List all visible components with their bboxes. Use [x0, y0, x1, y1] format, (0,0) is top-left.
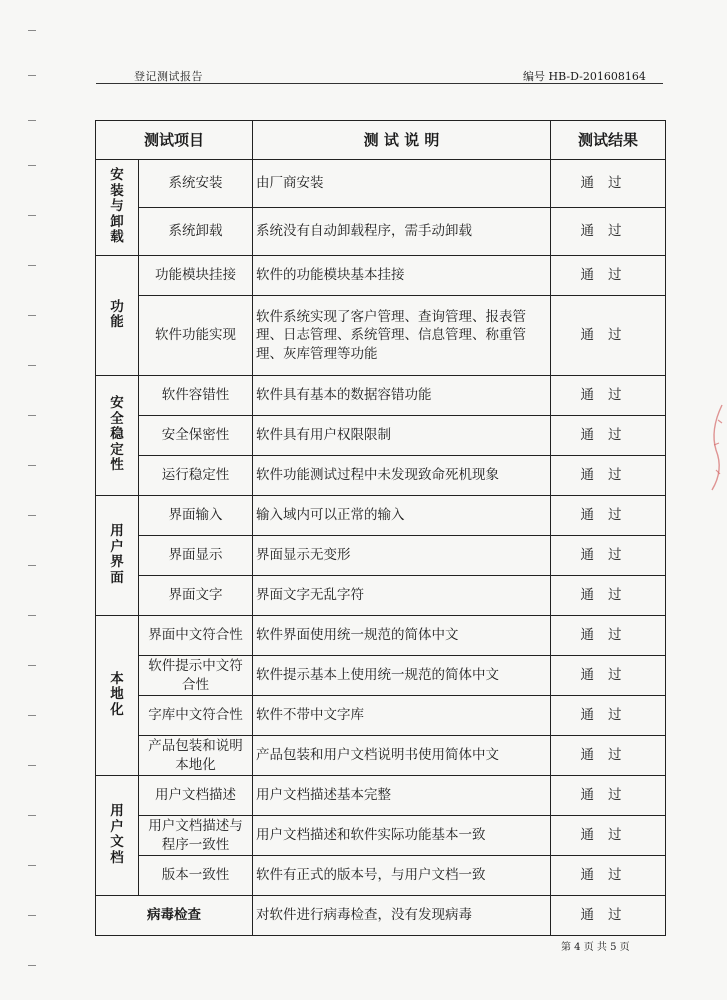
table-row [96, 208, 666, 256]
test-result: 通过 [551, 696, 666, 736]
test-result: 通过 [551, 416, 666, 456]
test-item: 版本一致性 [139, 856, 253, 896]
test-description: 软件有正式的版本号，与用户文档一致 [253, 856, 551, 896]
test-description: 软件提示基本上使用统一规范的简体中文 [253, 656, 551, 696]
test-description: 软件系统实现了客户管理、查询管理、报表管理、日志管理、系统管理、信息管理、称重管理、灰库管理等功能 [253, 296, 551, 376]
test-item: 系统卸载 [139, 208, 253, 256]
test-description: 由厂商安装 [253, 160, 551, 208]
table-row [96, 696, 666, 736]
category-cell [96, 496, 139, 616]
table-row [96, 536, 666, 576]
test-result: 通过 [551, 256, 666, 296]
table-row [96, 376, 666, 416]
header-divider [96, 83, 663, 84]
category-cell [96, 160, 139, 256]
seal-stamp-fragment [704, 400, 726, 495]
test-item: 运行稳定性 [139, 456, 253, 496]
table-row [96, 736, 666, 776]
test-description: 软件功能测试过程中未发现致命死机现象 [253, 456, 551, 496]
test-item: 界面中文符合性 [139, 616, 253, 656]
category-label: 用户文档 [110, 803, 124, 866]
test-result: 通过 [551, 856, 666, 896]
test-result: 通过 [551, 896, 666, 936]
table-header-row [96, 121, 666, 160]
table-row [96, 296, 666, 376]
test-item: 软件提示中文符合性 [139, 656, 253, 696]
test-item: 系统安装 [139, 160, 253, 208]
category-label: 安装与卸载 [110, 167, 124, 246]
test-description: 用户文档描述和软件实际功能基本一致 [253, 816, 551, 856]
test-description: 系统没有自动卸载程序，需手动卸载 [253, 208, 551, 256]
test-item: 软件功能实现 [139, 296, 253, 376]
column-header: 测 试 说 明 [253, 121, 551, 160]
test-description: 软件具有用户权限限制 [253, 416, 551, 456]
table-row [96, 160, 666, 208]
test-result: 通过 [551, 160, 666, 208]
test-description: 软件的功能模块基本挂接 [253, 256, 551, 296]
test-item: 界面文字 [139, 576, 253, 616]
test-result: 通过 [551, 736, 666, 776]
test-result: 通过 [551, 776, 666, 816]
test-result: 通过 [551, 536, 666, 576]
report-title: 登记测试报告 [134, 70, 203, 83]
test-description: 软件界面使用统一规范的简体中文 [253, 616, 551, 656]
category-label: 用户界面 [110, 523, 124, 586]
test-description: 产品包装和用户文档说明书使用简体中文 [253, 736, 551, 776]
test-item: 用户文档描述与程序一致性 [139, 816, 253, 856]
test-result: 通过 [551, 376, 666, 416]
binding-margin-marks [0, 0, 22, 1000]
category-cell [96, 776, 139, 896]
test-description: 对软件进行病毒检查，没有发现病毒 [253, 896, 551, 936]
test-result: 通过 [551, 816, 666, 856]
table-row [96, 496, 666, 536]
category-cell [96, 256, 139, 376]
test-result: 通过 [551, 296, 666, 376]
test-item: 功能模块挂接 [139, 256, 253, 296]
test-item: 软件容错性 [139, 376, 253, 416]
table-row [96, 656, 666, 696]
test-result: 通过 [551, 656, 666, 696]
category-cell [96, 376, 139, 496]
table-row [96, 816, 666, 856]
table-row [96, 616, 666, 656]
page-number: 第 4 页 共 5 页 [561, 942, 630, 953]
test-item: 界面显示 [139, 536, 253, 576]
test-item: 字库中文符合性 [139, 696, 253, 736]
table-row [96, 576, 666, 616]
test-description: 界面文字无乱字符 [253, 576, 551, 616]
test-description: 用户文档描述基本完整 [253, 776, 551, 816]
column-header: 测试项目 [96, 121, 253, 160]
test-item: 界面输入 [139, 496, 253, 536]
category-cell [96, 616, 139, 776]
report-number: 编号 HB-D-201608164 [523, 70, 646, 83]
table-row [96, 856, 666, 896]
test-item: 病毒检查 [96, 896, 253, 936]
test-result: 通过 [551, 576, 666, 616]
test-item: 安全保密性 [139, 416, 253, 456]
table-row [96, 416, 666, 456]
test-result: 通过 [551, 496, 666, 536]
test-results-table [95, 120, 666, 936]
test-description: 输入域内可以正常的输入 [253, 496, 551, 536]
test-result: 通过 [551, 616, 666, 656]
table-row [96, 776, 666, 816]
test-result: 通过 [551, 456, 666, 496]
column-header: 测试结果 [551, 121, 666, 160]
table-row-virus-check [96, 896, 666, 936]
category-label: 安全稳定性 [110, 395, 124, 474]
category-label: 本地化 [110, 670, 124, 718]
test-description: 软件不带中文字库 [253, 696, 551, 736]
test-item: 产品包装和说明本地化 [139, 736, 253, 776]
test-result: 通过 [551, 208, 666, 256]
table-row [96, 456, 666, 496]
table-row [96, 256, 666, 296]
test-item: 用户文档描述 [139, 776, 253, 816]
test-description: 软件具有基本的数据容错功能 [253, 376, 551, 416]
test-description: 界面显示无变形 [253, 536, 551, 576]
category-label: 功能 [110, 298, 124, 331]
